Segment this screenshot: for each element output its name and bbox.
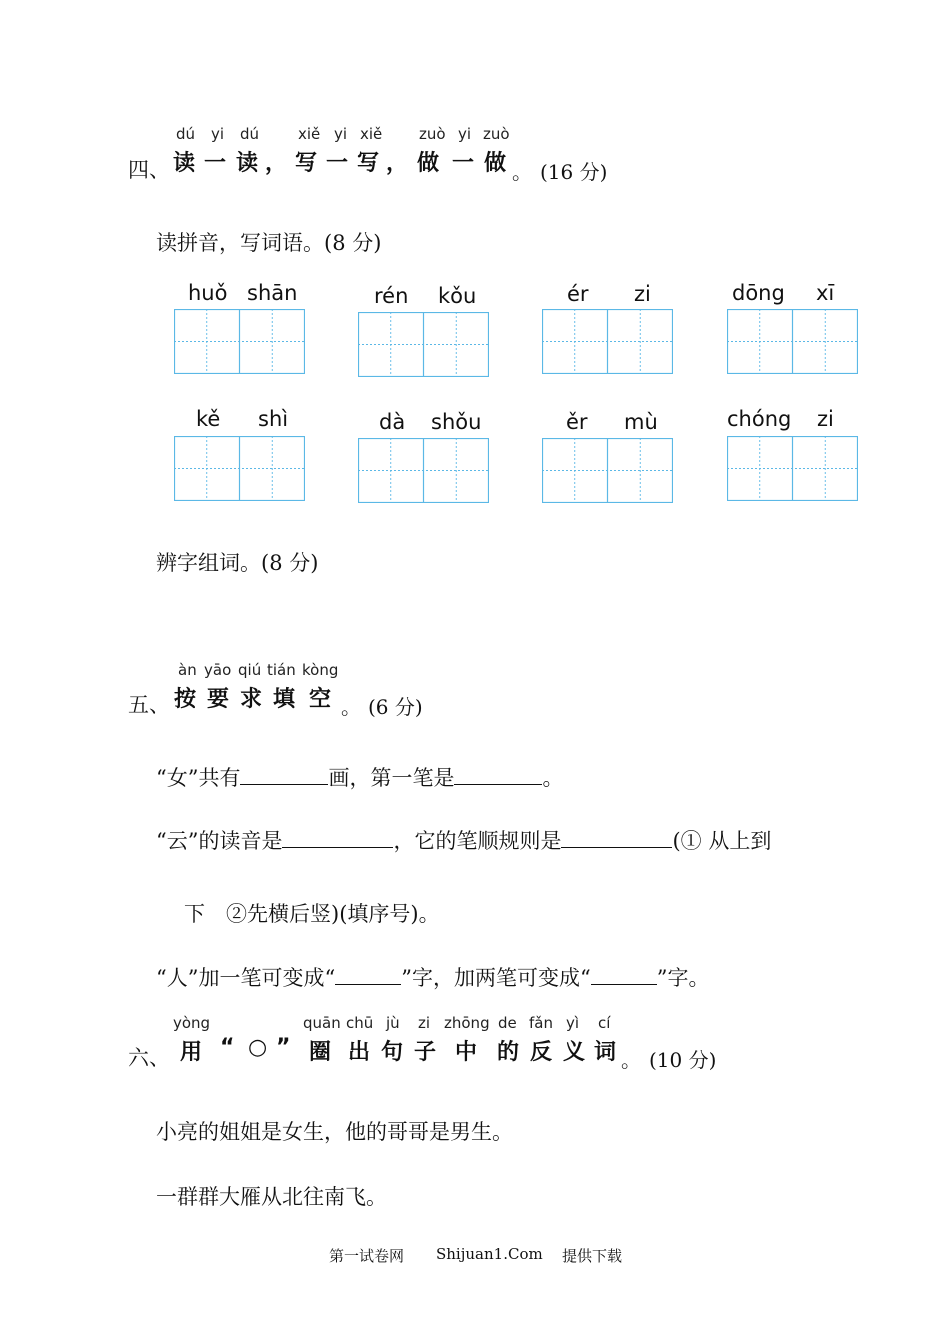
heading-char: 子 bbox=[414, 1040, 437, 1065]
word-pinyin: kě bbox=[196, 407, 221, 431]
word-pinyin: huǒ bbox=[188, 281, 228, 305]
pinyin: qiú bbox=[238, 661, 262, 679]
answer-blank[interactable] bbox=[335, 983, 401, 985]
heading-char: 一 bbox=[204, 151, 227, 176]
word-pinyin: xī bbox=[816, 281, 835, 305]
section-4-points: (16 分) bbox=[540, 160, 608, 184]
text: ，它的笔顺规则是 bbox=[393, 829, 562, 853]
pinyin: yòng bbox=[173, 1014, 211, 1032]
pinyin: yi bbox=[458, 125, 472, 143]
heading-char: 用 bbox=[180, 1040, 203, 1065]
heading-char: ○ bbox=[248, 1035, 268, 1060]
question-add-strokes bbox=[156, 962, 709, 992]
heading-char: 读 bbox=[173, 151, 196, 176]
word-pinyin: kǒu bbox=[438, 284, 477, 308]
answer-blank[interactable] bbox=[454, 783, 542, 785]
text: “女”共有 bbox=[156, 766, 241, 790]
heading-char: 填 bbox=[273, 687, 296, 712]
sentence-1[interactable]: 小亮的姐姐是女生，他的哥哥是男生。 bbox=[156, 1120, 513, 1144]
pinyin: quān bbox=[303, 1014, 341, 1032]
question-read-pinyin: 读拼音，写词语。(8 分) bbox=[156, 231, 382, 255]
text: 画，第一笔是 bbox=[328, 766, 455, 790]
heading-char: 写 bbox=[295, 151, 318, 176]
heading-char: 反 bbox=[530, 1040, 553, 1065]
heading-char: 要 bbox=[207, 687, 230, 712]
section-5-points: (6 分) bbox=[368, 695, 423, 719]
heading-char: 句 bbox=[381, 1040, 404, 1065]
pinyin: yi bbox=[334, 125, 348, 143]
answer-blank[interactable] bbox=[240, 783, 328, 785]
heading-char: ” bbox=[276, 1035, 291, 1060]
pinyin: tián bbox=[267, 661, 296, 679]
heading-char: 中 bbox=[455, 1040, 478, 1065]
word-pinyin: zi bbox=[634, 282, 651, 306]
word-pinyin: dà bbox=[379, 410, 406, 434]
heading-char: 按 bbox=[174, 687, 197, 712]
writing-grid[interactable] bbox=[174, 436, 305, 501]
heading-char: ， bbox=[265, 151, 288, 176]
heading-char: 做 bbox=[417, 151, 440, 176]
pinyin: kòng bbox=[302, 661, 339, 679]
pinyin: xiě bbox=[298, 125, 321, 143]
text: ”字。 bbox=[656, 966, 710, 990]
word-pinyin: rén bbox=[374, 284, 409, 308]
pinyin: chū bbox=[346, 1014, 374, 1032]
text: “人”加一笔可变成“ bbox=[156, 966, 336, 990]
heading-end-mark: 。 bbox=[512, 160, 532, 184]
pinyin: àn bbox=[178, 661, 197, 679]
sentence-2[interactable]: 一群群大雁从北往南飞。 bbox=[156, 1185, 387, 1209]
heading-end-mark: 。 bbox=[341, 695, 361, 719]
heading-char: 一 bbox=[326, 151, 349, 176]
heading-char: “ bbox=[220, 1035, 235, 1060]
section-4-number: 四、 bbox=[128, 158, 170, 182]
pinyin: yāo bbox=[204, 661, 232, 679]
heading-char: 做 bbox=[484, 151, 507, 176]
writing-grid[interactable] bbox=[358, 312, 489, 377]
pinyin: jù bbox=[386, 1014, 400, 1032]
text: (① 从上到 bbox=[672, 829, 772, 853]
writing-grid[interactable] bbox=[542, 309, 673, 374]
text: ”字，加两笔可变成“ bbox=[401, 966, 591, 990]
writing-grid[interactable] bbox=[542, 438, 673, 503]
footer-download-text: 提供下载 bbox=[562, 1247, 623, 1265]
word-pinyin: shǒu bbox=[431, 410, 482, 434]
pinyin: cí bbox=[598, 1014, 611, 1032]
writing-grid[interactable] bbox=[358, 438, 489, 503]
pinyin: fǎn bbox=[529, 1014, 553, 1032]
question-pronunciation bbox=[156, 825, 771, 855]
word-pinyin: dōng bbox=[732, 281, 785, 305]
pinyin: de bbox=[498, 1014, 517, 1032]
answer-blank[interactable] bbox=[561, 846, 672, 848]
footer-site-name: 第一试卷网 bbox=[329, 1247, 405, 1265]
pinyin: zi bbox=[418, 1014, 431, 1032]
word-pinyin: shì bbox=[258, 407, 289, 431]
heading-char: ， bbox=[386, 151, 409, 176]
pinyin: dú bbox=[176, 125, 196, 143]
pinyin: dú bbox=[240, 125, 260, 143]
text: “云”的读音是 bbox=[156, 829, 283, 853]
writing-grid[interactable] bbox=[174, 309, 305, 374]
heading-char: 义 bbox=[563, 1040, 586, 1065]
footer-site-url[interactable]: Shijuan1.Com bbox=[436, 1245, 543, 1263]
heading-char: 求 bbox=[240, 687, 263, 712]
heading-char: 圈 bbox=[309, 1040, 332, 1065]
heading-char: 词 bbox=[594, 1040, 617, 1065]
pinyin: yi bbox=[211, 125, 225, 143]
word-pinyin: ér bbox=[567, 282, 589, 306]
word-pinyin: zi bbox=[817, 407, 834, 431]
section-6-number: 六、 bbox=[128, 1046, 170, 1070]
word-pinyin: mù bbox=[624, 410, 658, 434]
heading-char: 读 bbox=[236, 151, 259, 176]
word-pinyin: chóng bbox=[727, 407, 792, 431]
word-pinyin: shān bbox=[247, 281, 298, 305]
pinyin: zhōng bbox=[444, 1014, 490, 1032]
answer-blank[interactable] bbox=[591, 983, 657, 985]
text: 。 bbox=[542, 766, 564, 790]
pinyin: zuò bbox=[483, 125, 510, 143]
pinyin: zuò bbox=[419, 125, 446, 143]
heading-char: 的 bbox=[497, 1040, 520, 1065]
word-pinyin: ěr bbox=[566, 410, 588, 434]
question-options: 下 ②先横后竖)(填序号)。 bbox=[184, 902, 440, 926]
heading-char: 一 bbox=[452, 151, 475, 176]
pinyin: xiě bbox=[360, 125, 383, 143]
heading-end-mark: 。 bbox=[621, 1048, 641, 1072]
pinyin: yì bbox=[566, 1014, 580, 1032]
heading-char: 出 bbox=[348, 1040, 371, 1065]
question-distinguish-chars: 辨字组词。(8 分) bbox=[156, 551, 319, 575]
heading-char: 空 bbox=[309, 687, 332, 712]
writing-grid[interactable] bbox=[727, 309, 858, 374]
answer-blank[interactable] bbox=[282, 846, 393, 848]
heading-char: 写 bbox=[357, 151, 380, 176]
question-stroke-count bbox=[156, 762, 563, 792]
section-6-points: (10 分) bbox=[649, 1048, 717, 1072]
writing-grid[interactable] bbox=[727, 436, 858, 501]
section-5-number: 五、 bbox=[128, 693, 170, 717]
